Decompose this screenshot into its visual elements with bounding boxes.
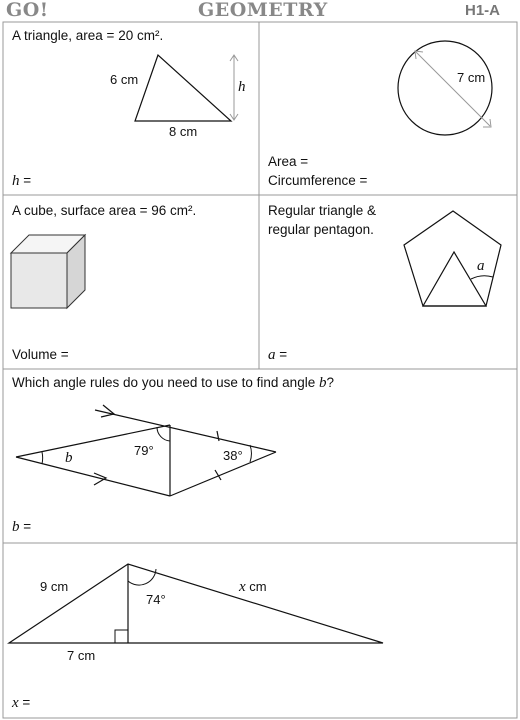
q1-answer: h =: [12, 173, 32, 189]
q1-side-label: 6 cm: [110, 72, 139, 87]
q6-answer: x =: [12, 695, 31, 711]
q1-triangle: [135, 55, 231, 121]
q4-answer: a =: [268, 347, 288, 363]
q6-diagram: [0, 543, 517, 720]
q4-angle-arc: [471, 276, 493, 279]
q6-right-angle-mark: [115, 630, 128, 643]
q2-circumference-answer: Circumference =: [268, 173, 368, 188]
q6-triangle: [9, 564, 383, 643]
q5-parallel-arrow-bottom: [94, 473, 106, 485]
q4-polygon-diagram: [259, 195, 517, 369]
q2-area-answer: Area =: [268, 154, 309, 169]
q4-prompt-line2: regular pentagon.: [268, 222, 374, 237]
q1-triangle-diagram: [0, 22, 259, 195]
q5-angle-b-arc: [42, 452, 43, 464]
q1-base-label: 8 cm: [169, 124, 198, 139]
q5-angle-b-label: b: [65, 450, 73, 466]
sheet-code: H1-A: [464, 2, 500, 19]
q5-tick-top: [217, 431, 219, 441]
q6-hyp-label: 9 cm: [40, 579, 69, 594]
q3-prompt: A cube, surface area = 96 cm².: [12, 203, 197, 218]
q1-height-label: h: [238, 79, 246, 95]
q5-answer: b =: [12, 519, 32, 535]
q6-side-label: x cm: [239, 579, 267, 595]
q5-lower-left-line: [16, 457, 170, 496]
q3-answer: Volume =: [12, 347, 69, 362]
q4-pentagon: [404, 211, 501, 306]
brand-title: GO!: [6, 0, 49, 21]
q5-angle-38-arc: [250, 445, 251, 462]
q5-angle2-label: 38°: [223, 448, 243, 463]
q5-upper-right-line: [95, 410, 276, 452]
topic-title: GEOMETRY: [198, 0, 328, 21]
q1-prompt: A triangle, area = 20 cm².: [12, 28, 164, 43]
q2-circle: [398, 41, 492, 135]
q4-angle-label: a: [477, 258, 485, 274]
q3-cube-front: [11, 253, 67, 308]
q2-diameter-line: [416, 52, 490, 126]
q3-cube-diagram: [0, 195, 259, 369]
q6-base-label: 7 cm: [67, 648, 96, 663]
q5-parallel-arrow-top: [101, 405, 114, 417]
q4-prompt-line1: Regular triangle &: [268, 203, 377, 218]
q5-angle-79-arc: [157, 427, 170, 441]
q5-angle1-label: 79°: [134, 443, 154, 458]
q6-angle-label: 74°: [146, 592, 166, 607]
q5-diagram: [0, 369, 517, 543]
q5-prompt: Which angle rules do you need to use to find angle b?: [12, 375, 334, 391]
q2-diameter-label: 7 cm: [457, 70, 486, 85]
